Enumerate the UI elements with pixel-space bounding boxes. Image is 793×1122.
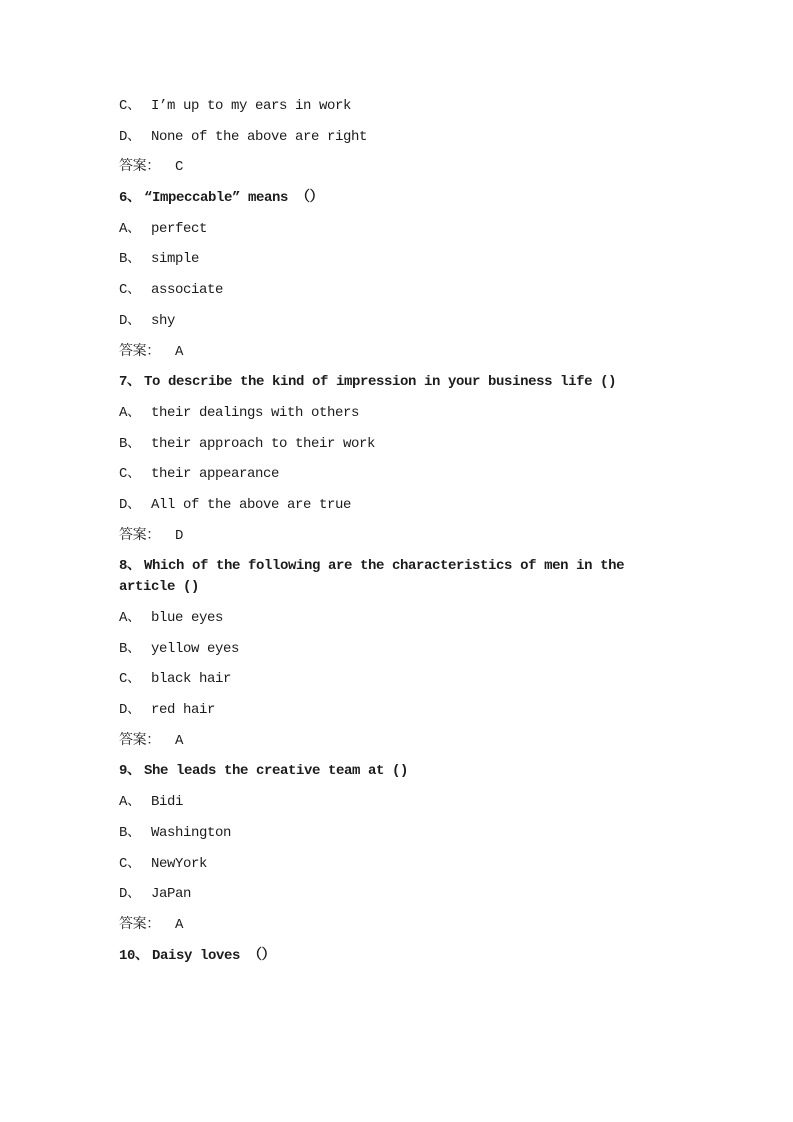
quiz-content <box>119 96 659 976</box>
answer-line <box>119 342 659 363</box>
question-number: 6、 <box>119 190 141 207</box>
option-label: C、 <box>119 98 141 114</box>
option-a <box>119 792 659 813</box>
option-b <box>119 249 659 270</box>
option-label: C、 <box>119 671 141 688</box>
option-text: their appearance <box>151 466 280 483</box>
option-c <box>119 96 659 117</box>
option-text: associate <box>151 282 224 299</box>
option-a <box>119 219 659 240</box>
option-label: A、 <box>119 404 141 421</box>
option-label: D、 <box>119 886 141 903</box>
answer-line <box>119 915 659 936</box>
option-d <box>119 495 659 516</box>
option-label: C、 <box>119 855 141 872</box>
question-text: To describe the kind of impression in your business life () <box>144 374 617 391</box>
option-text: simple <box>151 251 200 268</box>
answer-value: A <box>175 343 184 360</box>
option-label: C、 <box>119 282 141 299</box>
option-text: NewYork <box>151 855 208 872</box>
option-label: B、 <box>119 251 141 268</box>
option-text: shy <box>151 312 176 329</box>
question-text: “Impeccable” means （） <box>144 190 324 207</box>
question-number: 8、 <box>119 558 141 575</box>
option-c <box>119 464 659 485</box>
option-label: D、 <box>119 702 141 719</box>
question-7 <box>119 372 659 393</box>
question-6 <box>119 188 659 209</box>
option-d <box>119 884 659 905</box>
question-text: She leads the creative team at () <box>144 763 409 780</box>
option-label: B、 <box>119 824 141 841</box>
option-label: B、 <box>119 435 141 452</box>
answer-label: 答案： <box>119 343 160 360</box>
answer-value: C <box>175 159 184 176</box>
answer-value: A <box>175 732 184 749</box>
answer-label: 答案： <box>119 159 160 176</box>
option-label: A、 <box>119 610 141 626</box>
option-label: D、 <box>119 312 141 329</box>
question-text: Daisy loves （） <box>152 947 276 964</box>
answer-line <box>119 157 659 178</box>
option-text: their approach to their work <box>151 435 376 452</box>
question-number: 9、 <box>119 763 141 780</box>
option-d <box>119 311 659 332</box>
option-c <box>119 669 659 690</box>
option-text: None of the above are right <box>151 128 368 145</box>
answer-label: 答案： <box>119 732 160 749</box>
option-text: Bidi <box>151 794 184 811</box>
option-b <box>119 823 659 844</box>
option-text: Washington <box>151 824 232 841</box>
question-number: 10、 <box>119 947 149 964</box>
option-a <box>119 403 659 424</box>
question-text: Which of the following are the characteristics of men in the article () <box>119 558 625 596</box>
question-number: 7、 <box>119 374 141 391</box>
option-text: All of the above are true <box>151 496 352 513</box>
answer-line <box>119 526 659 547</box>
option-text: JaPan <box>151 886 192 903</box>
answer-line <box>119 731 659 752</box>
option-label: D、 <box>119 496 141 513</box>
question-10 <box>119 946 659 967</box>
option-label: C、 <box>119 466 141 483</box>
option-label: B、 <box>119 640 141 657</box>
option-label: A、 <box>119 794 141 811</box>
option-text: their dealings with others <box>151 404 360 421</box>
answer-label: 答案： <box>119 916 160 933</box>
answer-value: A <box>175 916 184 933</box>
option-c <box>119 854 659 875</box>
answer-label: 答案： <box>119 527 160 544</box>
option-a <box>119 608 659 629</box>
question-8 <box>119 556 659 598</box>
option-text: yellow eyes <box>151 640 240 657</box>
option-text: blue eyes <box>151 610 224 626</box>
option-label: A、 <box>119 220 141 237</box>
option-text: perfect <box>151 220 208 237</box>
option-d <box>119 127 659 148</box>
question-9 <box>119 761 659 782</box>
answer-value: D <box>175 527 184 544</box>
option-b <box>119 434 659 455</box>
option-b <box>119 639 659 660</box>
option-d <box>119 700 659 721</box>
option-c <box>119 280 659 301</box>
option-text: red hair <box>151 702 216 719</box>
option-label: D、 <box>119 128 141 145</box>
option-text: I’m up to my ears in work <box>151 98 352 114</box>
option-text: black hair <box>151 671 232 688</box>
